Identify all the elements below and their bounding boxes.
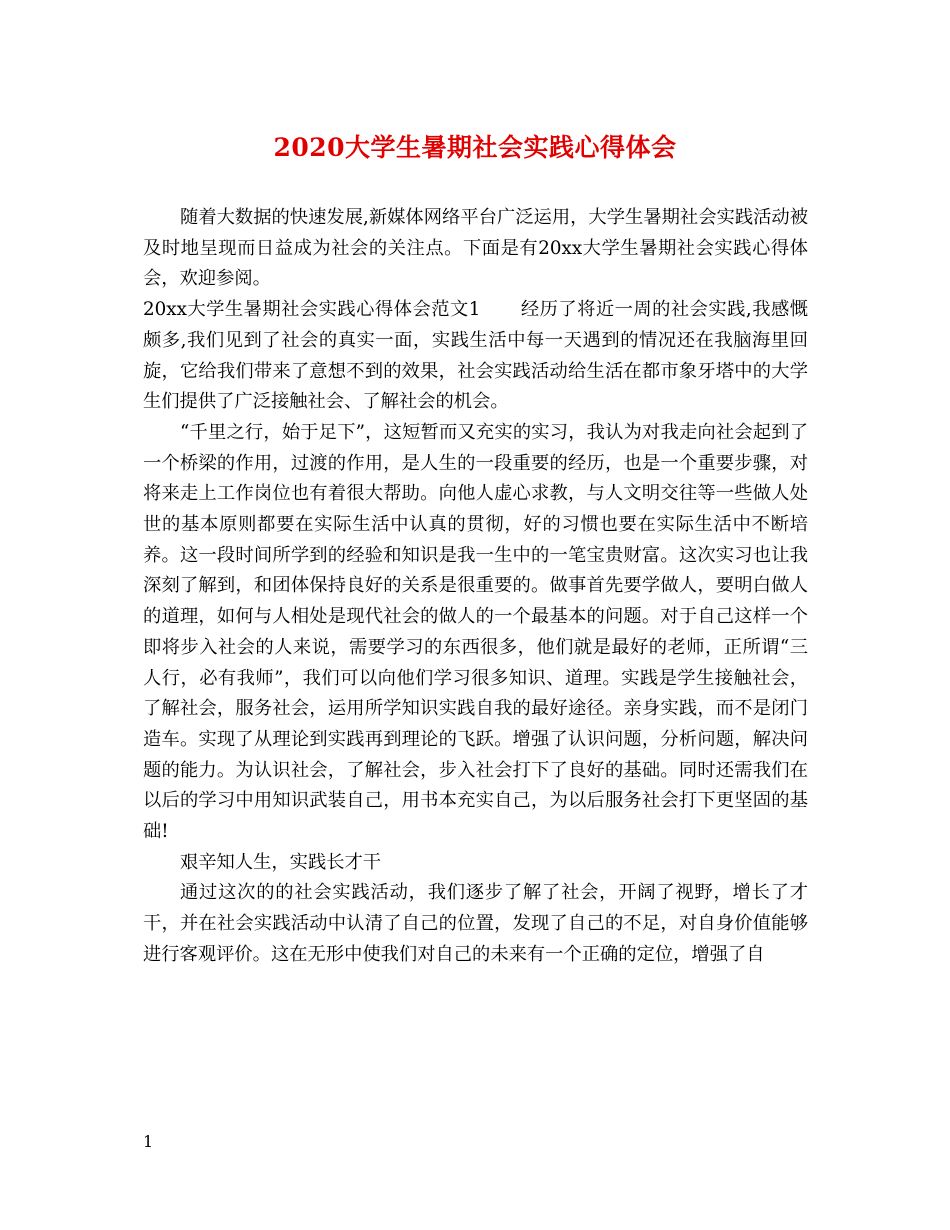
document-title: 2020大学生暑期社会实践心得体会 [273, 133, 677, 162]
paragraph-1: 经历了将近一周的社会实践,我感慨颇多,我们见到了社会的真实一面，实践生活中每一天遇到的情况还在我脑海里回旋，它给我们带来了意想不到的效果，社会实践活动给生活在都市象牙塔中的大学生们提供了广泛接触社会、了解社会的机会。 [143, 299, 809, 413]
paragraph-3: 通过这次的的社会实践活动，我们逐步了解了社会，开阔了视野，增长了才干，并在社会实践活动中认清了自己的位置，发现了自己的不足，对自身价值能够进行客观评价。这在无形中使我们对自己的未来有一个正确的定位，增强了自 [143, 882, 808, 965]
document-body [143, 203, 808, 971]
page-number: 1 [143, 1132, 154, 1151]
section-heading: 20xx大学生暑期社会实践心得体会范文1 [143, 299, 481, 321]
subheading: 艰辛知人生，实践长才干 [180, 851, 382, 873]
section-paragraph [143, 295, 808, 418]
paragraph-2: “千里之行，始于足下”，这短暂而又充实的实习，我认为对我走向社会起到了一个桥梁的作用，过渡的作用，是人生的一段重要的经历，也是一个重要步骤，对将来走上工作岗位也有着很大帮助。向他人虚心求教，与人文明交往等一些做人处世的基本原则都要在实际生活中认真的贯彻，好的习惯也要在实际生活中不断培养。这一段时间所学到的经验和知识是我一生中的一笔宝贵财富。这次实习也让我深刻了解到，和团体保持良好的关系是很重要的。做事首先要学做人，要明白做人的道理，如何与人相处是现代社会的做人的一个最基本的问题。对于自己这样一个即将步入社会的人来说，需要学习的东西很多，他们就是最好的老师，正所谓“三人行，必有我师”，我们可以向他们学习很多知识、道理。实践是学生接触社会，了解社会，服务社会，运用所学知识实践自我的最好途径。亲身实践，而不是闭门造车。实现了从理论到实践再到理论的飞跃。增强了认识问题，分析问题，解决问题的能力。为认识社会，了解社会，步入社会打下了良好的基础。同时还需我们在以后的学习中用知识武装自己，用书本充实自己，为以后服务社会打下更坚固的基础! [143, 421, 808, 843]
intro-paragraph: 随着大数据的快速发展,新媒体网络平台广泛运用，大学生暑期社会实践活动被及时地呈现而日益成为社会的关注点。下面是有20xx大学生暑期社会实践心得体会，欢迎参阅。 [143, 207, 808, 290]
